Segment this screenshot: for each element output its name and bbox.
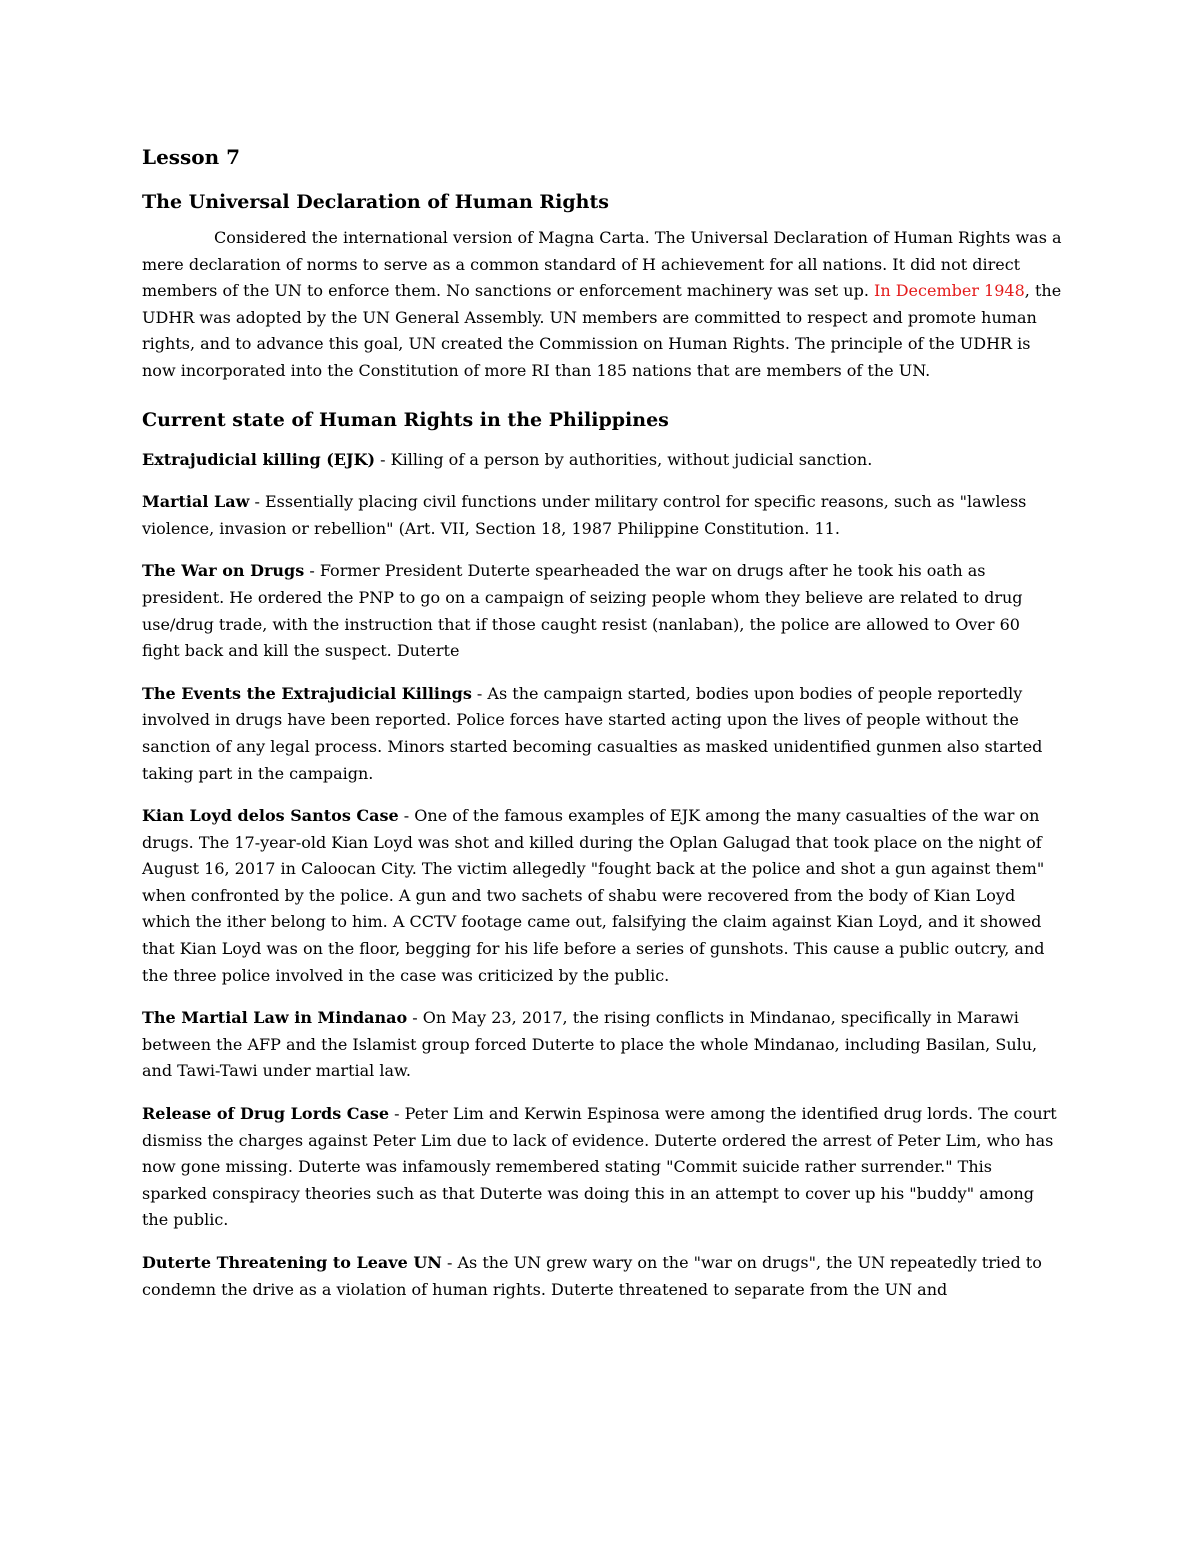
intro-text-part1: Considered the international version of Magna Carta. The Universal Declaration of Human Rights was a mere declaration of norms to serve as a common standard of H achievement for all nations. It did not direct members of the UN to enforce them. No sanctions or enforcement machinery was set up. — [142, 228, 1062, 301]
intro-text-part2: , the UDHR was adopted by the UN General Assembly. UN members are committed to respect and promote human rights, and to advance this goal, UN created the Commission on Human Rights. The principle of the UDHR is now incorporated into the Constitution of more RI than 185 nations that are members of the UN. — [142, 281, 1062, 380]
entry-term: The Events the Extrajudicial Killings — [142, 683, 472, 703]
entry-text: - Peter Lim and Kerwin Espinosa were among the identified drug lords. The court dismiss the charges against Peter Lim due to lack of evidence. Duterte ordered the arrest of Peter Lim, who has now gone missing. Duterte was infamously remembered stating "Commit suicide rather surrender." This sparked conspiracy theories such as that Duterte was doing this in an attempt to cover up his "buddy" among the public. — [142, 1104, 1057, 1230]
lesson-heading: Lesson 7 — [142, 145, 241, 169]
entry-paragraph-martial-law — [142, 489, 1062, 542]
entry-text: - Essentially placing civil functions under military control for specific reasons, such as "lawless violence, invasion or rebellion" (Art. VII, Section 18, 1987 Philippine Constitution. 11. — [142, 492, 1027, 538]
intro-highlight-date: In December 1948 — [874, 281, 1025, 301]
entry-text: - As the UN grew wary on the "war on drugs", the UN repeatedly tried to condemn the drive as a violation of human rights. Duterte threatened to separate from the UN and — [142, 1253, 1042, 1299]
entry-term: Martial Law — [142, 492, 250, 512]
entry-paragraph-martial-law-mindanao — [142, 1005, 1062, 1085]
entry-text: - On May 23, 2017, the rising conflicts in Mindanao, specifically in Marawi between the AFP and the Islamist group forced Duterte to place the whole Mindanao, including Basilan, Sulu, and Tawi-Tawi under martial law. — [142, 1008, 1038, 1081]
entry-text: - One of the famous examples of EJK among the many casualties of the war on drugs. The 17-year-old Kian Loyd was shot and killed during the Oplan Galugad that took place on the night of August 16, 2017 in Caloocan City. The victim allegedly "fought back at the police and shot a gun against them" when confronted by the police. A gun and two sachets of shabu were recovered from the body of Kian Loyd which the ither belong to him. A CCTV footage came out, falsifying the claim against Kian Loyd, and it showed that Kian Loyd was on the floor, begging for his life before a series of gunshots. This cause a public outcry, and the three police involved in the case was criticized by the public. — [142, 806, 1045, 985]
entry-paragraph-war-on-drugs — [142, 558, 1062, 664]
document-page — [142, 143, 1062, 1319]
entry-text: - As the campaign started, bodies upon bodies of people reportedly involved in drugs have been reported. Police forces have started acting upon the lives of people without the sanction of any legal process. Minors started becoming casualties as masked unidentified gunmen also started taking part in the campaign. — [142, 683, 1043, 783]
entry-term: The Martial Law in Mindanao — [142, 1008, 408, 1028]
entry-paragraph-kian-loyd — [142, 803, 1062, 989]
entry-text: - Former President Duterte spearheaded the war on drugs after he took his oath as president. He ordered the PNP to go on a campaign of seizing people whom they believe are related to drug use/drug trade, with the instruction that if those caught resist (nanlaban), the police are allowed to Over 60 fight back and kill the suspect. Duterte — [142, 561, 1023, 661]
page-title: The Universal Declaration of Human Rights — [142, 191, 609, 213]
entry-term: The War on Drugs — [142, 561, 305, 581]
entry-term: Release of Drug Lords Case — [142, 1104, 390, 1124]
entry-paragraph-leave-un — [142, 1250, 1062, 1303]
entry-paragraph-drug-lords — [142, 1101, 1062, 1234]
entry-term: Duterte Threatening to Leave UN — [142, 1253, 442, 1272]
entry-term: Extrajudicial killing (EJK) — [142, 449, 376, 469]
entry-paragraph-ejk — [142, 447, 1062, 474]
entry-text: - Killing of a person by authorities, without judicial sanction. — [375, 449, 873, 469]
entry-paragraph-events-ejk — [142, 681, 1062, 787]
section-title: Current state of Human Rights in the Philippines — [142, 408, 669, 431]
intro-paragraph — [142, 225, 1062, 385]
entry-term: Kian Loyd delos Santos Case — [142, 806, 399, 826]
